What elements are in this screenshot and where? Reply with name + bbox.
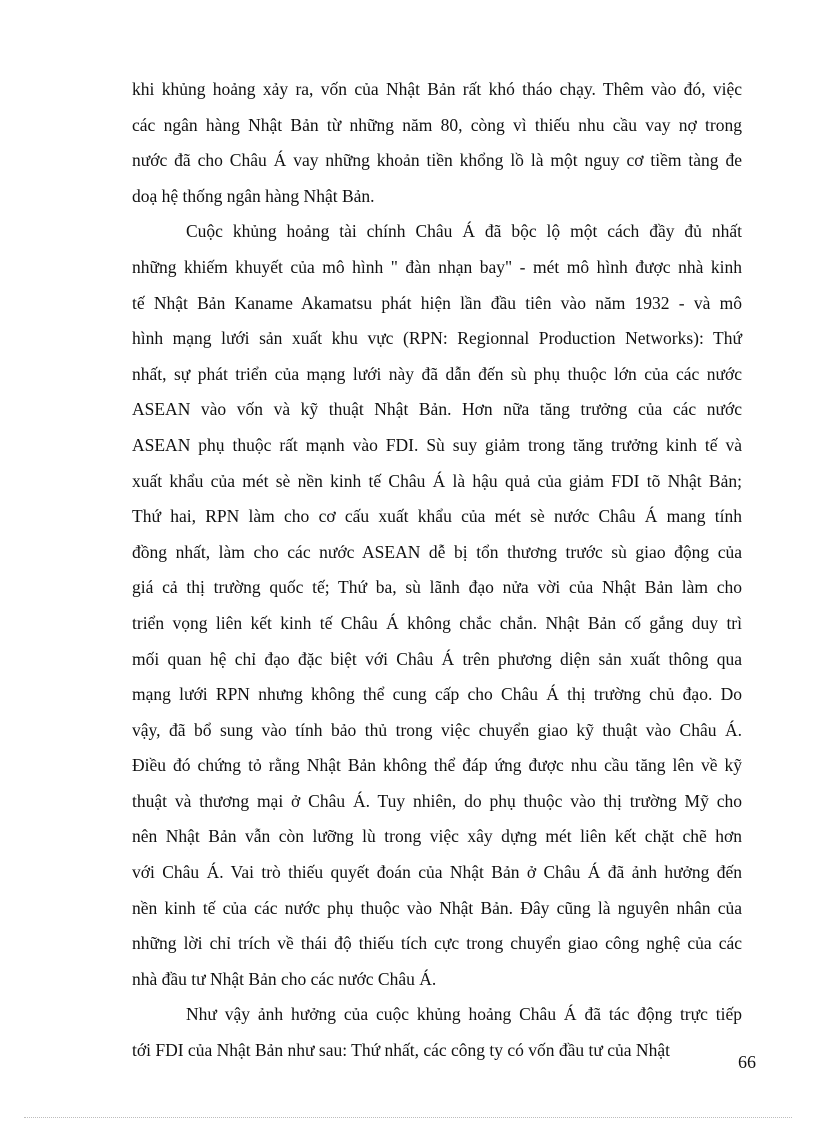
text-line: thuật và thương mại ở Châu Á. Tuy nhiên, do phụ thuộc vào thị trường Mỹ cho [132,790,742,811]
text-line: doạ hệ thống ngân hàng Nhật Bản. [132,185,375,206]
text-line: xuất khẩu của mét sè nền kinh tế Châu Á là hậu quả của giảm FDI tõ Nhật Bản; [132,470,742,491]
page-bottom-rule [24,1117,792,1118]
text-line: triển vọng liên kết kinh tế Châu Á không chắc chắn. Nhật Bản cố gắng duy trì [132,612,742,633]
paragraph [132,997,742,1068]
paragraph [132,72,742,214]
paragraph [132,214,742,997]
text-line: hình mạng lưới sản xuất khu vực (RPN: Regionnal Production Networks): Thứ [132,328,742,349]
text-line: những lời chỉ trích về thái độ thiếu tích cực trong chuyển giao công nghệ của các [132,933,742,954]
text-line: nên Nhật Bản vẫn còn lưỡng lù trong việc xây dựng mét liên kết chặt chẽ hơn [132,826,742,847]
text-line: ASEAN vào vốn và kỹ thuật Nhật Bản. Hơn nữa tăng trưởng của các nước [132,399,742,420]
text-line: nhà đầu tư Nhật Bản cho các nước Châu Á. [132,968,437,989]
text-line: Cuộc khủng hoảng tài chính Châu Á đã bộc lộ một cách đầy đủ nhất [186,221,742,242]
text-line: ASEAN phụ thuộc rất mạnh vào FDI. Sù suy giảm trong tăng trưởng kinh tế và [132,434,742,455]
text-line: tế Nhật Bản Kaname Akamatsu phát hiện lần đầu tiên vào năm 1932 - và mô [132,292,742,313]
text-line: Điều đó chứng tỏ rằng Nhật Bản không thể đáp ứng được nhu cầu tăng lên về kỹ [132,755,742,776]
text-line: những khiếm khuyết của mô hình " đàn nhạn bay" - mét mô hình được nhà kinh [132,256,742,277]
text-line: Như vậy ảnh hưởng của cuộc khủng hoảng Châu Á đã tác động trực tiếp [186,1004,742,1025]
text-line: đồng nhất, làm cho các nước ASEAN dễ bị tổn thương trước sù giao động của [132,541,742,562]
text-line: mối quan hệ chỉ đạo đặc biệt với Châu Á trên phương diện sản xuất thông qua [132,648,742,669]
text-line: mạng lưới RPN nhưng không thể cung cấp cho Châu Á thị trường chủ đạo. Do [132,684,742,705]
text-line: với Châu Á. Vai trò thiếu quyết đoán của Nhật Bản ở Châu Á đã ảnh hưởng đến [132,862,742,883]
text-line: nền kinh tế của các nước phụ thuộc vào Nhật Bản. Đây cũng là nguyên nhân của [132,897,742,918]
text-line: tới FDI của Nhật Bản như sau: Thứ nhất, các công ty có vốn đầu tư của Nhật [132,1040,670,1061]
text-line: nhất, sự phát triển của mạng lưới này đã dẫn đến sù phụ thuộc lớn của các nước [132,363,742,384]
body-text [132,72,742,1069]
text-line: nước đã cho Châu Á vay những khoản tiền khổng lồ là một nguy cơ tiềm tàng đe [132,150,742,171]
text-line: giá cả thị trường quốc tế; Thứ ba, sù lãnh đạo nửa vời của Nhật Bản làm cho [132,577,742,598]
text-line: Thứ hai, RPN làm cho cơ cấu xuất khẩu của mét sè nước Châu Á mang tính [132,506,742,527]
text-line: khi khủng hoảng xảy ra, vốn của Nhật Bản rất khó tháo chạy. Thêm vào đó, việc [132,79,742,99]
text-line: vậy, đã bổ sung vào tính bảo thủ trong việc chuyển giao kỹ thuật vào Châu Á. [132,719,742,740]
text-line: các ngân hàng Nhật Bản từ những năm 80, còng vì thiếu nhu cầu vay nợ trong [132,114,742,135]
page-number: 66 [738,1052,756,1072]
